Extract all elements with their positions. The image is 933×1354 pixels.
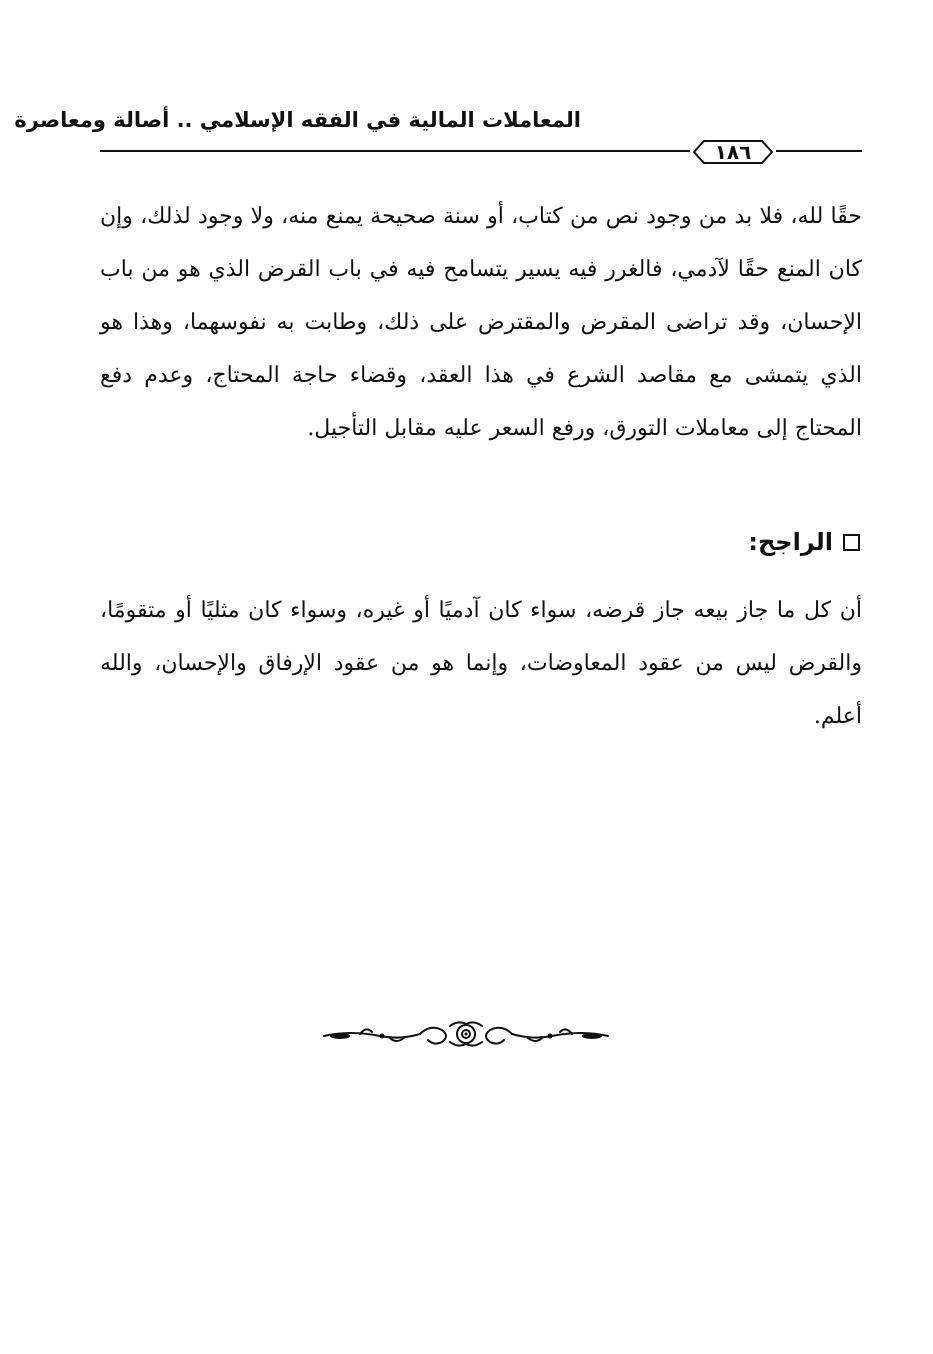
floral-ornament-icon [320,1016,612,1052]
checkbox-icon [843,534,860,551]
body-paragraph-2: أن كل ما جاز بيعه جاز قرضه، سواء كان آدميًا أو غيره، وسواء كان مثليًا أو متقومًا، والقرض ليس من عقود المعاوضات، وإنما هو من عقود الإرفاق والإحسان، والله أعلم. [100,598,862,729]
body-paragraph-1: حقًا لله، فلا بد من وجود نص من كتاب، أو سنة صحيحة يمنع منه، ولا وجود لذلك، وإن كان المنع حقًا لآدمي، فالغرر فيه يسير يتسامح فيه في باب القرض الذي هو من باب الإحسان، وقد تراضى المقرض والمقترض على ذلك، وطابت به نفوسهما، وهذا هو الذي يتمشى مع مقاصد الشرع في هذا العقد، وقضاء حاجة المحتاج، وعدم دفع المحتاج إلى معاملات التورق، ورفع السعر عليه مقابل التأجيل. [100,204,862,441]
page-number: ١٨٦ [714,140,752,164]
running-header-title: المعاملات المالية في الفقه الإسلامي .. أصالة ومعاصرة [14,108,581,132]
page-number-frame [690,138,776,166]
section-heading [748,528,860,556]
section-heading-text: الراجح: [748,528,833,556]
